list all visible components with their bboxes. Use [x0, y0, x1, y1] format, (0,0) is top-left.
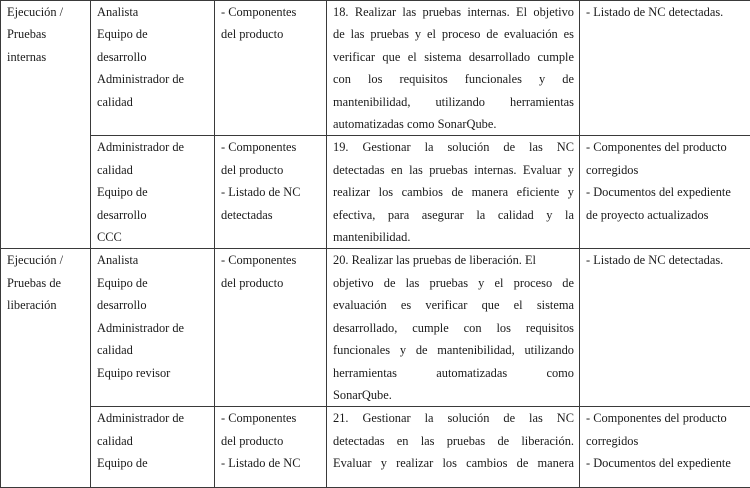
- activity-text: verificar que el sistema desarrollado cumple: [333, 46, 574, 68]
- role-text: Equipo revisor: [97, 362, 209, 384]
- phase-text: Ejecución /: [7, 1, 85, 23]
- input-text: del producto: [221, 159, 321, 181]
- role-text: Administrador de: [97, 407, 209, 429]
- table-row: [1, 249, 750, 407]
- activity-cell: [327, 136, 580, 249]
- input-text: - Componentes: [221, 1, 321, 23]
- activity-text: evaluación es verificar que el sistema: [333, 294, 574, 316]
- activity-text: realizar los cambios de manera eficiente y: [333, 181, 574, 203]
- outputs-cell: [580, 1, 750, 136]
- roles-cell: [91, 136, 215, 249]
- role-text: CCC: [97, 226, 209, 248]
- role-text: Equipo de: [97, 272, 209, 294]
- output-text: corregidos: [586, 159, 745, 181]
- phase-text: liberación: [7, 294, 85, 316]
- activity-text: de las pruebas y el proceso de evaluación es: [333, 23, 574, 45]
- activity-cell: [327, 407, 580, 488]
- table-row: [1, 1, 750, 136]
- activity-text: 20. Realizar las pruebas de liberación. El: [333, 249, 574, 271]
- activity-text: herramientas automatizadas como: [333, 362, 574, 384]
- activity-text: desarrollado, cumple con los requisitos: [333, 317, 574, 339]
- activity-text: 21. Gestionar la solución de las NC: [333, 407, 574, 429]
- role-text: Equipo de: [97, 23, 209, 45]
- input-text: del producto: [221, 430, 321, 452]
- activity-text: detectadas en las pruebas internas. Evaluar y: [333, 159, 574, 181]
- activity-text: objetivo de las pruebas y el proceso de: [333, 272, 574, 294]
- activity-text: Evaluar y realizar los cambios de manera: [333, 452, 574, 474]
- activity-text: 18. Realizar las pruebas internas. El objetivo: [333, 1, 574, 23]
- activity-text: con los requisitos funcionales y de: [333, 68, 574, 90]
- input-text: detectadas: [221, 204, 321, 226]
- role-text: Administrador de: [97, 68, 209, 90]
- role-text: Equipo de: [97, 452, 209, 474]
- role-text: Equipo de: [97, 181, 209, 203]
- activity-text: automatizadas como SonarQube.: [333, 113, 574, 135]
- input-text: - Listado de NC: [221, 452, 321, 474]
- roles-cell: [91, 1, 215, 136]
- activity-text: 19. Gestionar la solución de las NC: [333, 136, 574, 158]
- input-text: del producto: [221, 272, 321, 294]
- inputs-cell: [215, 1, 327, 136]
- role-text: calidad: [97, 91, 209, 113]
- role-text: desarrollo: [97, 204, 209, 226]
- role-text: Analista: [97, 249, 209, 271]
- role-text: calidad: [97, 339, 209, 361]
- outputs-cell: [580, 136, 750, 249]
- activity-text: mantenibilidad.: [333, 226, 574, 248]
- phase-text: Ejecución /: [7, 249, 85, 271]
- role-text: desarrollo: [97, 294, 209, 316]
- inputs-cell: [215, 136, 327, 249]
- output-text: - Documentos del expediente: [586, 452, 745, 474]
- roles-cell: [91, 407, 215, 488]
- phase-cell: [1, 249, 91, 488]
- phase-text: Pruebas de: [7, 272, 85, 294]
- activity-cell: [327, 249, 580, 407]
- inputs-cell: [215, 249, 327, 407]
- output-text: - Componentes del producto: [586, 136, 745, 158]
- phase-text: Pruebas: [7, 23, 85, 45]
- output-text: corregidos: [586, 430, 745, 452]
- outputs-cell: [580, 407, 750, 488]
- role-text: calidad: [97, 430, 209, 452]
- role-text: Analista: [97, 1, 209, 23]
- activity-text: detectadas en las pruebas de liberación.: [333, 430, 574, 452]
- activity-cell: [327, 1, 580, 136]
- activity-text: SonarQube.: [333, 384, 574, 406]
- input-text: - Componentes: [221, 249, 321, 271]
- input-text: del producto: [221, 23, 321, 45]
- table-row: [1, 407, 750, 488]
- activity-text: funcionales y de mantenibilidad, utilizando: [333, 339, 574, 361]
- table-row: [1, 136, 750, 249]
- role-text: desarrollo: [97, 46, 209, 68]
- role-text: Administrador de: [97, 317, 209, 339]
- inputs-cell: [215, 407, 327, 488]
- input-text: - Componentes: [221, 136, 321, 158]
- activity-text: mantenibilidad, utilizando herramientas: [333, 91, 574, 113]
- phase-cell: [1, 1, 91, 249]
- output-text: de proyecto actualizados: [586, 204, 745, 226]
- input-text: - Listado de NC: [221, 181, 321, 203]
- outputs-cell: [580, 249, 750, 407]
- role-text: Administrador de: [97, 136, 209, 158]
- activity-text: efectiva, para asegurar la calidad y la: [333, 204, 574, 226]
- input-text: - Componentes: [221, 407, 321, 429]
- role-text: calidad: [97, 159, 209, 181]
- phase-text: internas: [7, 46, 85, 68]
- output-text: - Listado de NC detectadas.: [586, 249, 745, 271]
- output-text: - Componentes del producto: [586, 407, 745, 429]
- roles-cell: [91, 249, 215, 407]
- output-text: - Documentos del expediente: [586, 181, 745, 203]
- output-text: - Listado de NC detectadas.: [586, 1, 745, 23]
